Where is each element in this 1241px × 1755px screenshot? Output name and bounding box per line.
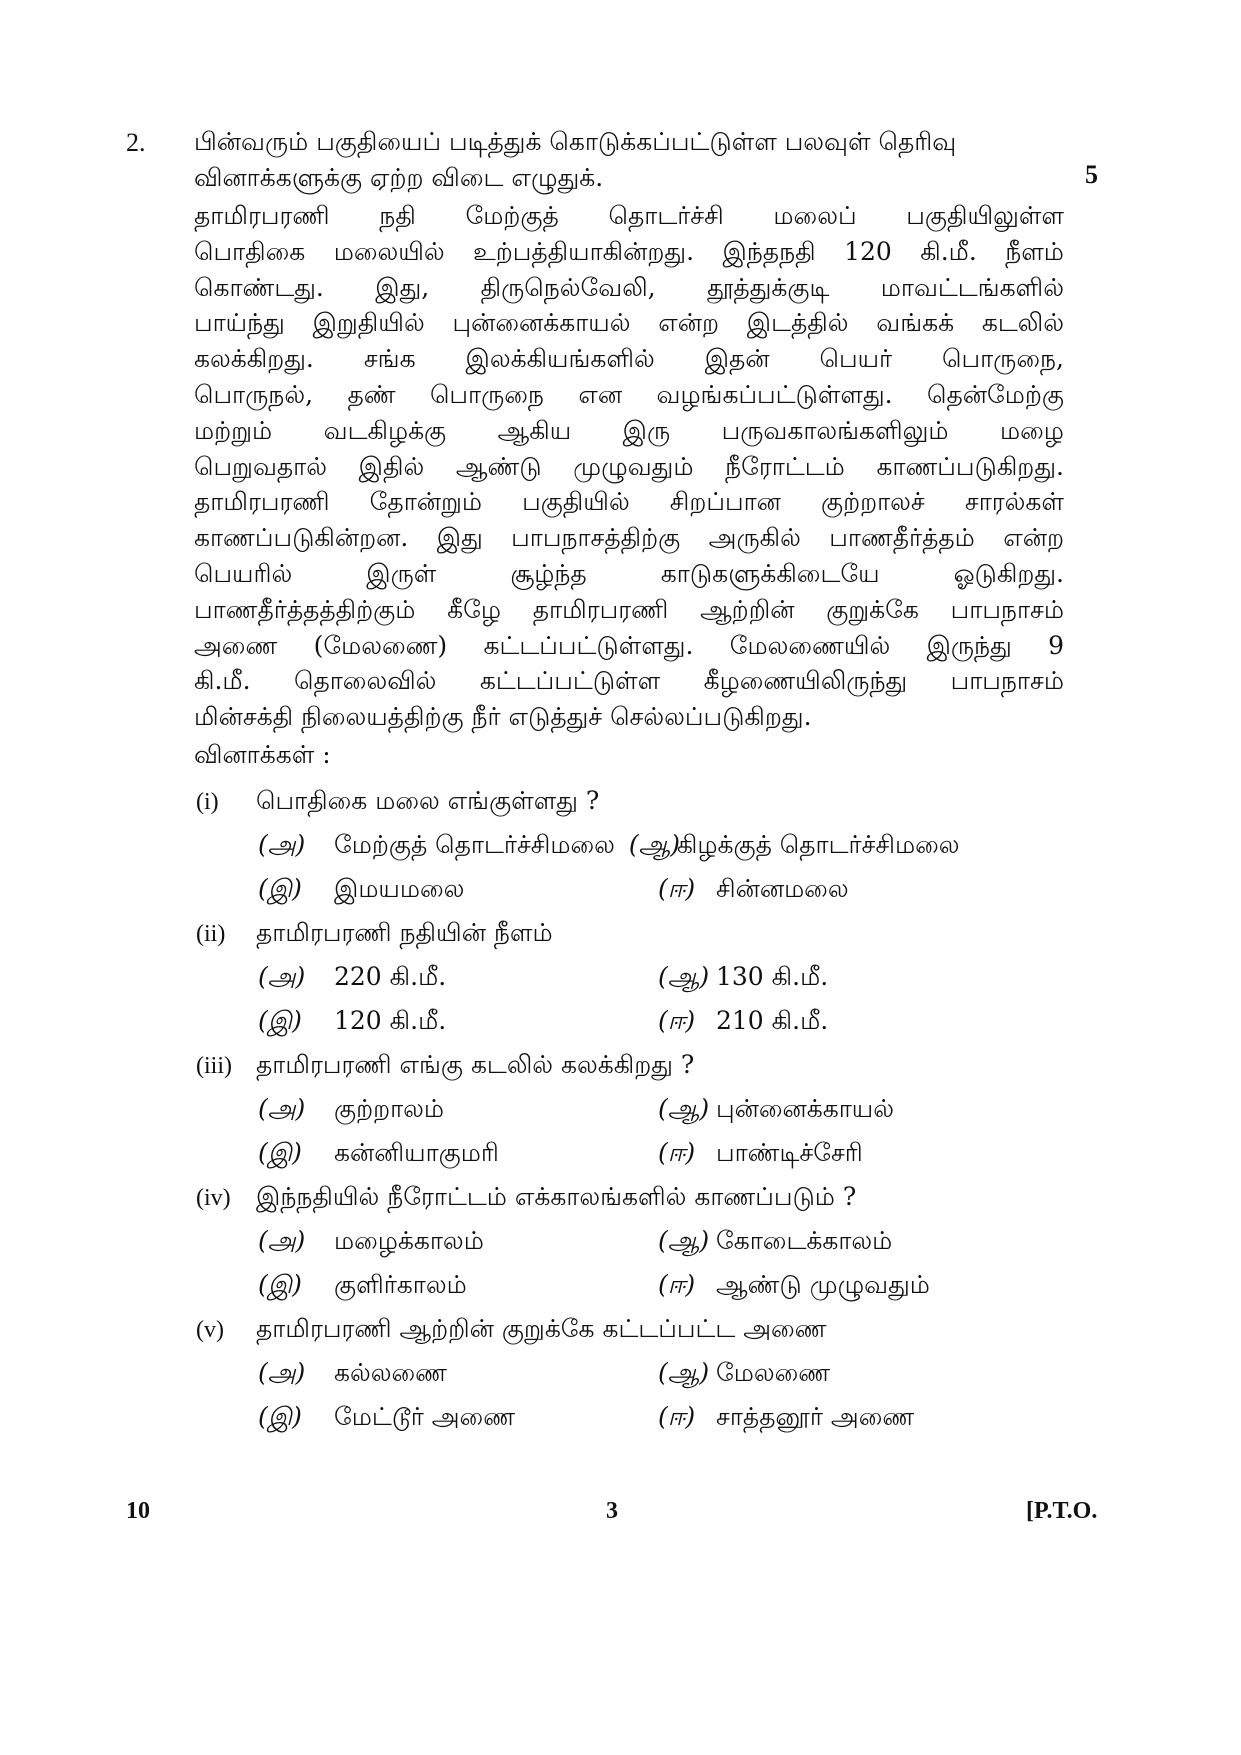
- passage-word: இது: [436, 523, 483, 553]
- option-a[interactable]: [258, 830, 615, 863]
- passage-word: தண்: [347, 379, 396, 409]
- passage-word: பெறுவதால்: [194, 451, 327, 481]
- passage-word: இடத்தில்: [746, 308, 849, 338]
- option-letter: (ஈ): [658, 1402, 696, 1431]
- option-text: ஆண்டு முழுவதும்: [716, 1270, 930, 1299]
- passage-word: கி.மீ.: [194, 666, 251, 696]
- passage-word: பாபநாசம்: [950, 594, 1064, 624]
- question-list: [196, 786, 1096, 1446]
- page-number: 3: [606, 1498, 618, 1524]
- passage-word: மலையில்: [333, 236, 445, 266]
- option-i[interactable]: [258, 1006, 658, 1039]
- passage-word: சாரல்கள்: [964, 487, 1064, 517]
- passage-line: [194, 377, 1064, 413]
- passage-word: சூழ்ந்த: [510, 558, 587, 588]
- passage-word: இந்தநதி: [722, 236, 816, 266]
- passage-word: முழுவதும்: [573, 451, 694, 481]
- passage-line: [194, 270, 1064, 306]
- passage-word: பெயர்: [819, 344, 893, 374]
- option-text: மேற்குத் தொடர்ச்சிமலை: [334, 830, 615, 859]
- option-letter: (அ): [258, 830, 306, 859]
- passage-word: ஆற்றின்: [700, 594, 795, 624]
- passage-word: பொருநை,: [942, 344, 1064, 374]
- passage-word: உற்பத்தியாகின்றது.: [473, 236, 695, 266]
- passage-word: காடுகளுக்கிடையே: [660, 558, 880, 588]
- option-text: 130 கி.மீ.: [716, 962, 829, 991]
- passage-word: அருகில்: [708, 523, 801, 553]
- passage-word: இரு: [622, 415, 671, 445]
- passage-word: தாமிரபரணி: [532, 594, 669, 624]
- instruction-line: பின்வரும் பகுதியைப் படித்துக் கொடுக்கப்பட்டுள்ள பலவுள் தெரிவு: [194, 127, 957, 156]
- passage-word: கலக்கிறது.: [194, 344, 314, 374]
- option-letter: (இ): [258, 1270, 302, 1299]
- passage-word: பகுதியில்: [522, 487, 630, 517]
- passage-word: பொதிகை: [194, 236, 306, 266]
- option-a[interactable]: [258, 1094, 658, 1127]
- passage-word: 9: [1048, 630, 1064, 660]
- passage-word: கட்டப்பட்டுள்ள: [479, 666, 661, 696]
- option-text: மேட்டூர் அணை: [334, 1402, 516, 1431]
- passage-word: தென்மேற்கு: [927, 379, 1064, 409]
- passage-line: [194, 556, 1064, 592]
- option-aa[interactable]: [658, 1226, 892, 1259]
- option-ii[interactable]: [658, 874, 849, 907]
- passage-line: [194, 520, 1064, 556]
- option-ii[interactable]: [658, 1402, 914, 1435]
- option-letter: (ஈ): [658, 874, 696, 903]
- passage-word: வடகிழக்கு: [323, 415, 447, 445]
- passage-word: இது,: [375, 272, 430, 302]
- passage-line: [194, 198, 1064, 234]
- questions-heading: வினாக்கள் :: [194, 740, 331, 769]
- option-ii[interactable]: [658, 1006, 828, 1039]
- please-turn-over: [P.T.O.: [1026, 1498, 1098, 1524]
- passage-word: தூத்துக்குடி: [707, 272, 830, 302]
- option-i[interactable]: [258, 1402, 658, 1435]
- option-letter: (ஆ): [658, 1358, 710, 1387]
- passage-word: பகுதியிலுள்ள: [906, 201, 1064, 230]
- passage-word: பாபநாசத்திற்கு: [511, 523, 681, 553]
- option-text: புன்னைக்காயல்: [716, 1094, 894, 1123]
- option-letter: (அ): [258, 1094, 306, 1123]
- option-aa[interactable]: [658, 1358, 830, 1391]
- passage-word: 120: [844, 236, 892, 266]
- passage-word: நீர்: [471, 702, 509, 732]
- option-a[interactable]: [258, 962, 658, 995]
- passage-word: சிறப்பான: [669, 487, 781, 517]
- option-i[interactable]: [258, 1138, 658, 1171]
- passage-word: பெயரில்: [194, 558, 293, 588]
- passage-line: [194, 234, 1064, 270]
- question-text: தாமிரபரணி நதியின் நீளம்: [256, 918, 553, 947]
- passage-word: சங்க: [363, 344, 416, 374]
- option-text: கல்லணை: [334, 1358, 447, 1387]
- passage-word: புன்னைக்காயல்: [452, 308, 631, 338]
- passage-line: [194, 305, 1064, 341]
- passage-word: இலக்கியங்களில்: [465, 344, 655, 374]
- passage-word: பாய்ந்து: [194, 308, 285, 338]
- passage-word: மலைப்: [773, 201, 857, 230]
- passage-word: தாமிரபரணி: [194, 201, 330, 230]
- passage-word: என: [578, 379, 623, 409]
- passage-word: வங்கக்: [876, 308, 955, 338]
- question-roman: (iv): [196, 1185, 231, 1211]
- passage-word: கீழணையிலிருந்து: [703, 666, 908, 696]
- passage-word: குற்றாலச்: [821, 487, 925, 517]
- option-text: 120 கி.மீ.: [334, 1006, 447, 1035]
- option-text: பாண்டிச்சேரி: [716, 1138, 863, 1167]
- passage-line: [194, 449, 1064, 485]
- question-text: பொதிகை மலை எங்குள்ளது ?: [256, 786, 600, 815]
- option-letter: (இ): [258, 1402, 302, 1431]
- question-roman: (iii): [196, 1053, 232, 1079]
- option-i[interactable]: [258, 1270, 658, 1303]
- passage-line: [194, 628, 1064, 664]
- passage-word: அணை: [194, 630, 278, 660]
- passage-word: நிலையத்திற்கு: [301, 702, 472, 732]
- passage-word: என்ற: [658, 308, 719, 338]
- passage-word: திருநெல்வேலி,: [480, 272, 656, 302]
- passage-word: குறுக்கே: [826, 594, 919, 624]
- option-text: கன்னியாகுமரி: [334, 1138, 499, 1167]
- question-5: [196, 1314, 1096, 1446]
- passage: [194, 198, 1064, 735]
- passage-word: பொருநல்,: [194, 379, 314, 409]
- question-text: தாமிரபரணி எங்கு கடலில் கலக்கிறது ?: [256, 1050, 695, 1079]
- option-letter: (ஆ): [658, 962, 710, 991]
- passage-word: மேலணையில்: [729, 630, 891, 660]
- option-ii[interactable]: [658, 1138, 863, 1171]
- passage-word: இறுதியில்: [312, 308, 425, 338]
- instruction: [194, 124, 1064, 196]
- question-4: [196, 1182, 1096, 1314]
- passage-word: காணப்படுகிறது.: [876, 451, 1064, 481]
- option-aa[interactable]: [658, 1094, 894, 1127]
- passage-word: இதில்: [358, 451, 425, 481]
- question-roman: (i): [196, 789, 219, 815]
- passage-word: ஆகிய: [497, 415, 572, 445]
- option-text: குளிர்காலம்: [334, 1270, 467, 1299]
- passage-word: மழை: [1000, 415, 1064, 445]
- passage-word: ஆண்டு: [455, 451, 542, 481]
- option-letter: (அ): [258, 1358, 306, 1387]
- passage-word: மாவட்டங்களில்: [880, 272, 1064, 302]
- passage-word: பொருநை: [429, 379, 544, 409]
- question-3: [196, 1050, 1096, 1182]
- passage-word: தோன்றும்: [369, 487, 483, 517]
- passage-word: ஓடுகிறது.: [953, 558, 1064, 588]
- passage-word: கடலில்: [981, 308, 1064, 338]
- passage-line: [194, 341, 1064, 377]
- option-aa[interactable]: [629, 830, 960, 863]
- question-roman: (ii): [196, 921, 226, 947]
- option-text: இமயமலை: [334, 874, 465, 903]
- option-letter: (ஆ): [628, 830, 681, 859]
- option-text: மழைக்காலம்: [334, 1226, 484, 1255]
- passage-word: காணப்படுகின்றன.: [194, 523, 409, 553]
- passage-word: கீழே: [447, 594, 501, 624]
- passage-word: கட்டப்பட்டுள்ளது.: [483, 630, 694, 660]
- option-letter: (இ): [258, 1138, 302, 1167]
- passage-word: இதன்: [704, 344, 770, 374]
- passage-word: நதி: [379, 201, 416, 230]
- option-letter: (இ): [258, 874, 302, 903]
- option-letter: (அ): [258, 1226, 306, 1255]
- passage-word: மேற்குத்: [465, 201, 559, 230]
- instruction-line: வினாக்களுக்கு ஏற்ற விடை எழுதுக்.: [194, 163, 604, 192]
- option-text: சாத்தனூர் அணை: [716, 1402, 915, 1431]
- option-letter: (ஈ): [658, 1138, 696, 1167]
- option-i[interactable]: [258, 874, 658, 907]
- option-aa[interactable]: [658, 962, 828, 995]
- passage-line: [194, 699, 1064, 735]
- option-text: குற்றாலம்: [334, 1094, 445, 1123]
- passage-word: நீரோட்டம்: [725, 451, 845, 481]
- passage-line: [194, 484, 1064, 520]
- passage-word: வழங்கப்பட்டுள்ளது.: [656, 379, 893, 409]
- passage-word: என்ற: [1003, 523, 1064, 553]
- passage-word: இருந்து: [926, 630, 1012, 660]
- option-letter: (ஈ): [658, 1006, 696, 1035]
- option-text: 220 கி.மீ.: [334, 962, 447, 991]
- passage-word: (மேலணை): [313, 630, 448, 660]
- passage-line: [194, 413, 1064, 449]
- option-text: கோடைக்காலம்: [716, 1226, 893, 1255]
- marks: 5: [1085, 160, 1098, 189]
- passage-word: கொண்டது.: [194, 272, 324, 302]
- option-a[interactable]: [258, 1226, 658, 1259]
- option-letter: (ஆ): [658, 1094, 710, 1123]
- question-1: [196, 786, 1096, 918]
- option-ii[interactable]: [658, 1270, 930, 1303]
- option-letter: (ஈ): [658, 1270, 696, 1299]
- passage-word: பருவகாலங்களிலும்: [721, 415, 949, 445]
- passage-line: [194, 592, 1064, 628]
- passage-line: [194, 663, 1064, 699]
- option-letter: (இ): [258, 1006, 302, 1035]
- passage-word: பாணதீர்த்தம்: [829, 523, 975, 553]
- passage-word: மின்சக்தி: [194, 702, 302, 732]
- question-roman: (v): [196, 1317, 224, 1343]
- passage-word: கி.மீ.: [920, 236, 977, 266]
- passage-word: பாபநாசம்: [950, 666, 1064, 696]
- passage-word: எடுத்துச்: [508, 702, 611, 732]
- passage-word: நீளம்: [1005, 236, 1064, 266]
- passage-word: செல்லப்படுகிறது.: [610, 702, 812, 732]
- question-text: தாமிரபரணி ஆற்றின் குறுக்கே கட்டப்பட்ட அணை: [256, 1314, 827, 1343]
- passage-word: மற்றும்: [194, 415, 273, 445]
- option-text: மேலணை: [716, 1358, 831, 1387]
- option-text: சின்னமலை: [716, 874, 849, 903]
- passage-word: தொலைவில்: [294, 666, 437, 696]
- passage-word: தொடர்ச்சி: [608, 201, 724, 230]
- passage-word: பாணதீர்த்தத்திற்கும்: [194, 594, 416, 624]
- question-2: [196, 918, 1096, 1050]
- passage-word: இருள்: [366, 558, 437, 588]
- option-letter: (அ): [258, 962, 306, 991]
- option-letter: (ஆ): [658, 1226, 710, 1255]
- option-text: கிழக்குத் தொடர்ச்சிமலை: [676, 830, 960, 859]
- question-number: 2.: [126, 128, 146, 157]
- option-a[interactable]: [258, 1358, 658, 1391]
- passage-word: தாமிரபரணி: [194, 487, 330, 517]
- paper-code: 10: [126, 1498, 150, 1524]
- question-text: இந்நதியில் நீரோட்டம் எக்காலங்களில் காணப்படும் ?: [256, 1182, 857, 1211]
- option-text: 210 கி.மீ.: [716, 1006, 829, 1035]
